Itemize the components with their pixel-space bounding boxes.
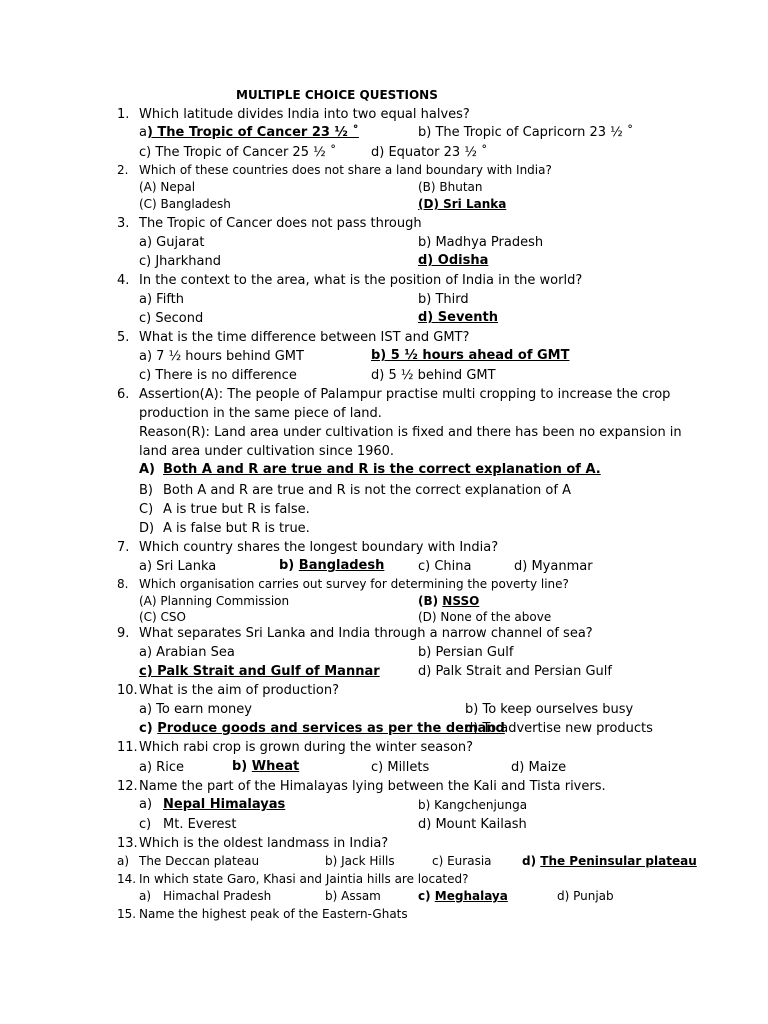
option-prefix: c) [139, 721, 158, 736]
correct-answer [418, 890, 508, 902]
answer-text: Wheat [251, 759, 300, 774]
question-text: What is the aim of production? [139, 683, 340, 698]
option-b: Both A and R are true and R is not the correct explanation of A [163, 483, 571, 498]
option-label: a) [117, 854, 130, 868]
question-text: Which latitude divides India into two equal halves? [139, 107, 470, 122]
option-c: c) Jharkhand [139, 254, 221, 269]
option-d: d) Punjab [557, 889, 614, 903]
question-text: What separates Sri Lanka and India through a narrow channel of sea? [139, 626, 593, 641]
option-c: c) Eurasia [432, 854, 492, 868]
option-a: (A) Planning Commission [139, 594, 290, 608]
question-text: In the context to the area, what is the position of India in the world? [139, 273, 583, 288]
option-c: (C) CSO [139, 610, 186, 624]
question-number: 5. [117, 330, 130, 345]
option-a: (A) Nepal [139, 180, 196, 194]
reason-text: Reason(R): Land area under cultivation is fixed and there has been no expansion in [139, 425, 682, 440]
option-d: d) Myanmar [514, 559, 593, 574]
option-c: c) Millets [371, 760, 430, 775]
correct-answer [418, 595, 479, 607]
option-b: b) Third [418, 292, 469, 307]
correct-answer: Both A and R are true and R is the correct explanation of A. [163, 462, 601, 477]
option-a [139, 126, 359, 139]
question-number: 3. [117, 216, 130, 231]
option-a: a) 7 ½ hours behind GMT [139, 349, 304, 364]
question-text: In which state Garo, Khasi and Jaintia hills are located? [139, 872, 469, 886]
reason-text-cont: land area under cultivation since 1960. [139, 444, 395, 459]
question-text: The Tropic of Cancer does not pass through [139, 216, 422, 231]
option-a: a) Gujarat [139, 235, 205, 250]
option-c: A is true but R is false. [163, 502, 310, 517]
option-a: a) Sri Lanka [139, 559, 217, 574]
question-text: Which is the oldest landmass in India? [139, 836, 389, 851]
option-b: b) The Tropic of Capricorn 23 ½ ˚ [418, 125, 634, 140]
correct-answer: b) 5 ½ hours ahead of GMT [371, 348, 570, 363]
question-number: 11. [117, 740, 138, 755]
option-label: C) [139, 502, 154, 517]
option-c: c) There is no difference [139, 368, 297, 383]
option-d: (D) None of the above [418, 610, 552, 624]
option-label: a) [139, 797, 153, 812]
question-number: 14. [117, 872, 137, 886]
option-d: d) Equator 23 ½ ˚ [371, 145, 488, 160]
option-prefix: d) [522, 854, 541, 868]
option-c: c) The Tropic of Cancer 25 ½ ˚ [139, 145, 337, 160]
option-d: d) To advertise new products [465, 721, 653, 736]
option-prefix: c) [418, 889, 435, 903]
correct-answer [232, 760, 299, 773]
question-text: What is the time difference between IST and GMT? [139, 330, 470, 345]
option-a: a) Arabian Sea [139, 645, 235, 660]
answer-text: Bangladesh [298, 558, 385, 573]
option-c: c) China [418, 559, 472, 574]
option-c: (C) Bangladesh [139, 197, 231, 211]
answer-text: Produce goods and services as per the demand [157, 721, 505, 736]
question-number: 10. [117, 683, 138, 698]
option-b: b) Jack Hills [325, 854, 395, 868]
option-c: c) Second [139, 311, 204, 326]
page-title: MULTIPLE CHOICE QUESTIONS [236, 88, 438, 102]
correct-answer: (D) Sri Lanka [418, 197, 507, 211]
question-text: Name the highest peak of the Eastern-Ghats [139, 907, 408, 921]
question-number: 6. [117, 387, 130, 402]
correct-answer: ) The Tropic of Cancer 23 ½ ˚ [146, 125, 359, 140]
question-text: Which of these countries does not share a land boundary with India? [139, 163, 552, 177]
option-prefix: b) [232, 759, 252, 774]
question-number: 4. [117, 273, 130, 288]
option-b: b) To keep ourselves busy [465, 702, 634, 717]
option-label: a) [139, 889, 152, 903]
option-prefix: a [139, 125, 147, 140]
option-a: a) Fifth [139, 292, 184, 307]
correct-answer [522, 855, 697, 867]
assertion-text: Assertion(A): The people of Palampur practise multi cropping to increase the crop [139, 387, 671, 402]
question-number: 2. [117, 163, 129, 177]
correct-answer: d) Odisha [418, 253, 489, 268]
option-d: d) Palk Strait and Persian Gulf [418, 664, 612, 679]
question-text: Which country shares the longest boundary with India? [139, 540, 499, 555]
option-d: d) Mount Kailash [418, 817, 527, 832]
correct-answer [139, 722, 505, 735]
question-number: 12. [117, 779, 138, 794]
question-number: 8. [117, 577, 129, 591]
question-number: 13. [117, 836, 138, 851]
option-b: b) Persian Gulf [418, 645, 514, 660]
correct-answer: d) Seventh [418, 310, 498, 325]
option-a: a) Rice [139, 760, 184, 775]
option-c: Mt. Everest [163, 817, 237, 832]
answer-text: NSSO [442, 594, 480, 608]
question-number: 1. [117, 107, 130, 122]
option-a: Himachal Pradesh [163, 889, 272, 903]
correct-answer: Nepal Himalayas [163, 797, 286, 812]
option-b: (B) Bhutan [418, 180, 483, 194]
question-text: Which rabi crop is grown during the winter season? [139, 740, 474, 755]
correct-answer: c) Palk Strait and Gulf of Mannar [139, 664, 380, 679]
answer-text: The Peninsular plateau [540, 854, 697, 868]
option-label: B) [139, 483, 153, 498]
option-prefix: (B) [418, 594, 443, 608]
answer-text: Meghalaya [434, 889, 508, 903]
question-number: 9. [117, 626, 130, 641]
option-b: b) Kangchenjunga [418, 798, 528, 812]
question-number: 7. [117, 540, 130, 555]
option-a: The Deccan plateau [139, 854, 260, 868]
option-d: A is false but R is true. [163, 521, 310, 536]
question-text: Which organisation carries out survey for determining the poverty line? [139, 577, 569, 591]
correct-answer [279, 559, 384, 572]
option-label: c) [139, 817, 152, 832]
question-text: Name the part of the Himalayas lying between the Kali and Tista rivers. [139, 779, 606, 794]
assertion-text-cont: production in the same piece of land. [139, 406, 382, 421]
option-d: d) 5 ½ behind GMT [371, 368, 496, 383]
option-label: A) [139, 462, 156, 477]
question-number: 15. [117, 907, 137, 921]
option-b: b) Madhya Pradesh [418, 235, 544, 250]
option-a: a) To earn money [139, 702, 252, 717]
option-d: d) Maize [511, 760, 567, 775]
option-b: b) Assam [325, 889, 381, 903]
option-prefix: b) [279, 558, 299, 573]
option-label: D) [139, 521, 155, 536]
